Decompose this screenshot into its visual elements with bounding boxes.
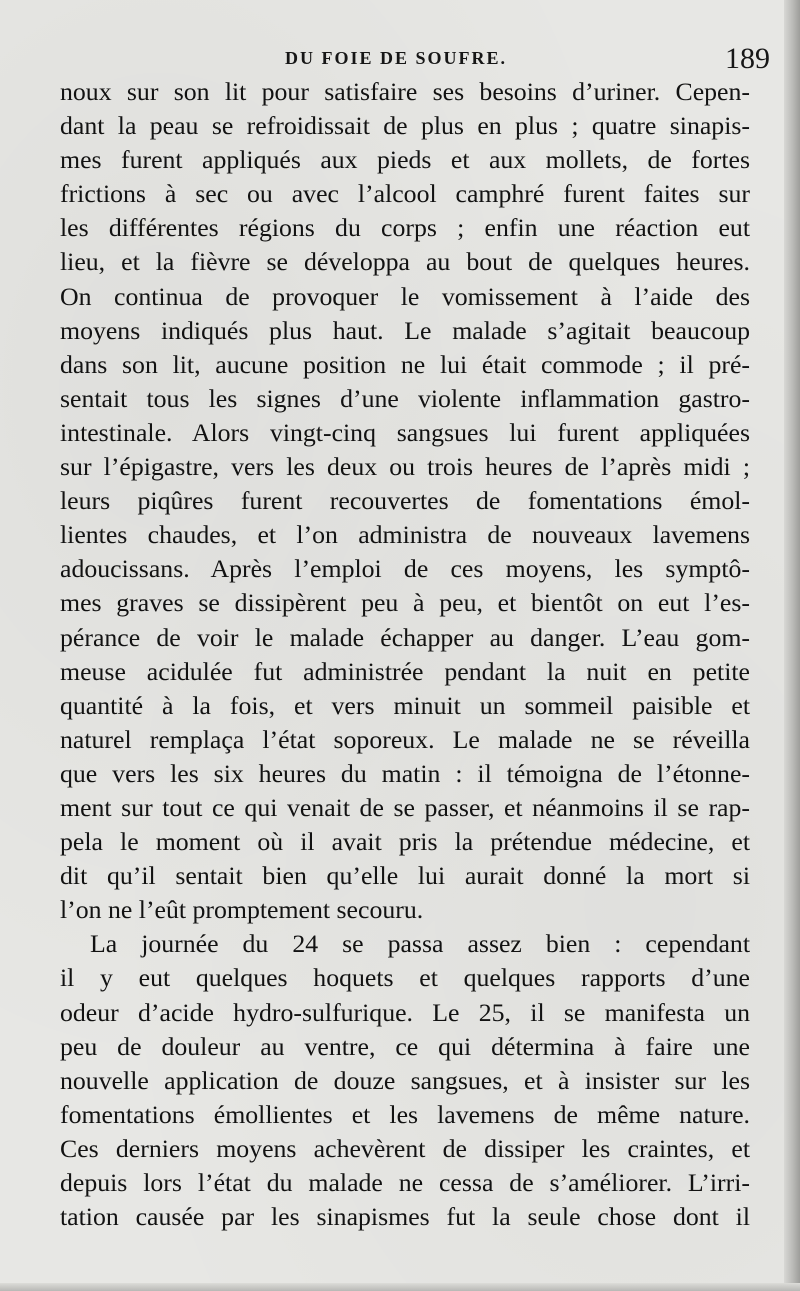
- text-line: mes graves se dissipèrent peu à peu, et bientôt on eut l’es-: [60, 588, 750, 618]
- page-bottom-edge: [0, 1283, 800, 1291]
- text-line: meuse acidulée fut administrée pendant la nuit en petite: [60, 656, 750, 686]
- text-line: noux sur son lit pour satisfaire ses besoins d’uriner. Cepen-: [60, 77, 750, 106]
- text-line: adoucissans. Après l’emploi de ces moyens, les symptô-: [60, 554, 750, 584]
- text-line: depuis lors l’état du malade ne cessa de s’améliorer. L’irri-: [60, 1168, 750, 1197]
- text-line: mes furent appliqués aux pieds et aux mollets, de fortes: [60, 145, 750, 175]
- text-line: naturel remplaça l’état soporeux. Le malade ne se réveilla: [60, 724, 750, 754]
- text-line: tation causée par les sinapismes fut la seule chose dont il: [60, 1202, 750, 1232]
- page-edge-shadow: [784, 0, 800, 1291]
- text-line: nouvelle application de douze sangsues, et à insister sur les: [60, 1065, 750, 1095]
- paragraph-end-line: l’on ne l’eût promptement secouru.: [60, 895, 424, 925]
- text-line: fomentations émollientes et les lavemens de même nature.: [60, 1099, 750, 1129]
- body-text: [60, 75, 750, 1234]
- text-line: sur l’épigastre, vers les deux ou trois heures de l’après midi ;: [60, 452, 750, 482]
- page-number: 189: [725, 42, 770, 75]
- text-line: moyens indiqués plus haut. Le malade s’agitait beaucoup: [60, 315, 750, 345]
- text-line: ment sur tout ce qui venait de se passer, et néanmoins il se rap-: [60, 792, 750, 822]
- paragraph-start-line: La journée du 24 se passa assez bien : cependant: [90, 929, 750, 959]
- text-line: que vers les six heures du matin : il témoigna de l’étonne-: [60, 758, 750, 788]
- text-line: lieu, et la fièvre se développa au bout de quelques heures.: [60, 247, 750, 277]
- text-line: dant la peau se refroidissait de plus en plus ; quatre sinapis-: [60, 111, 750, 141]
- text-line: dit qu’il sentait bien qu’elle lui aurait donné la mort si: [60, 861, 750, 891]
- text-line: leurs piqûres furent recouvertes de fomentations émol-: [60, 486, 750, 516]
- running-head: DU FOIE DE SOUFRE.: [285, 48, 508, 68]
- text-line: quantité à la fois, et vers minuit un sommeil paisible et: [60, 690, 750, 720]
- text-line: frictions à sec ou avec l’alcool camphré furent faites sur: [60, 179, 750, 209]
- text-line: On continua de provoquer le vomissement à l’aide des: [60, 281, 750, 311]
- text-line: pérance de voir le malade échapper au danger. L’eau gom-: [60, 622, 750, 652]
- text-line: lientes chaudes, et l’on administra de nouveaux lavemens: [60, 520, 750, 550]
- text-line: odeur d’acide hydro-sulfurique. Le 25, il se manifesta un: [60, 997, 750, 1027]
- text-line: intestinale. Alors vingt-cinq sangsues lui furent appliquées: [60, 417, 750, 447]
- text-line: peu de douleur au ventre, ce qui détermina à faire une: [60, 1031, 750, 1061]
- text-line: dans son lit, aucune position ne lui était commode ; il pré-: [60, 349, 750, 379]
- text-line: sentait tous les signes d’une violente inflammation gastro-: [60, 383, 750, 413]
- page-header: [0, 40, 800, 80]
- text-line: il y eut quelques hoquets et quelques rapports d’une: [60, 963, 750, 993]
- text-line: pela le moment où il avait pris la prétendue médecine, et: [60, 827, 750, 857]
- text-line: Ces derniers moyens achevèrent de dissiper les craintes, et: [60, 1133, 750, 1163]
- text-line: les différentes régions du corps ; enfin une réaction eut: [60, 213, 750, 243]
